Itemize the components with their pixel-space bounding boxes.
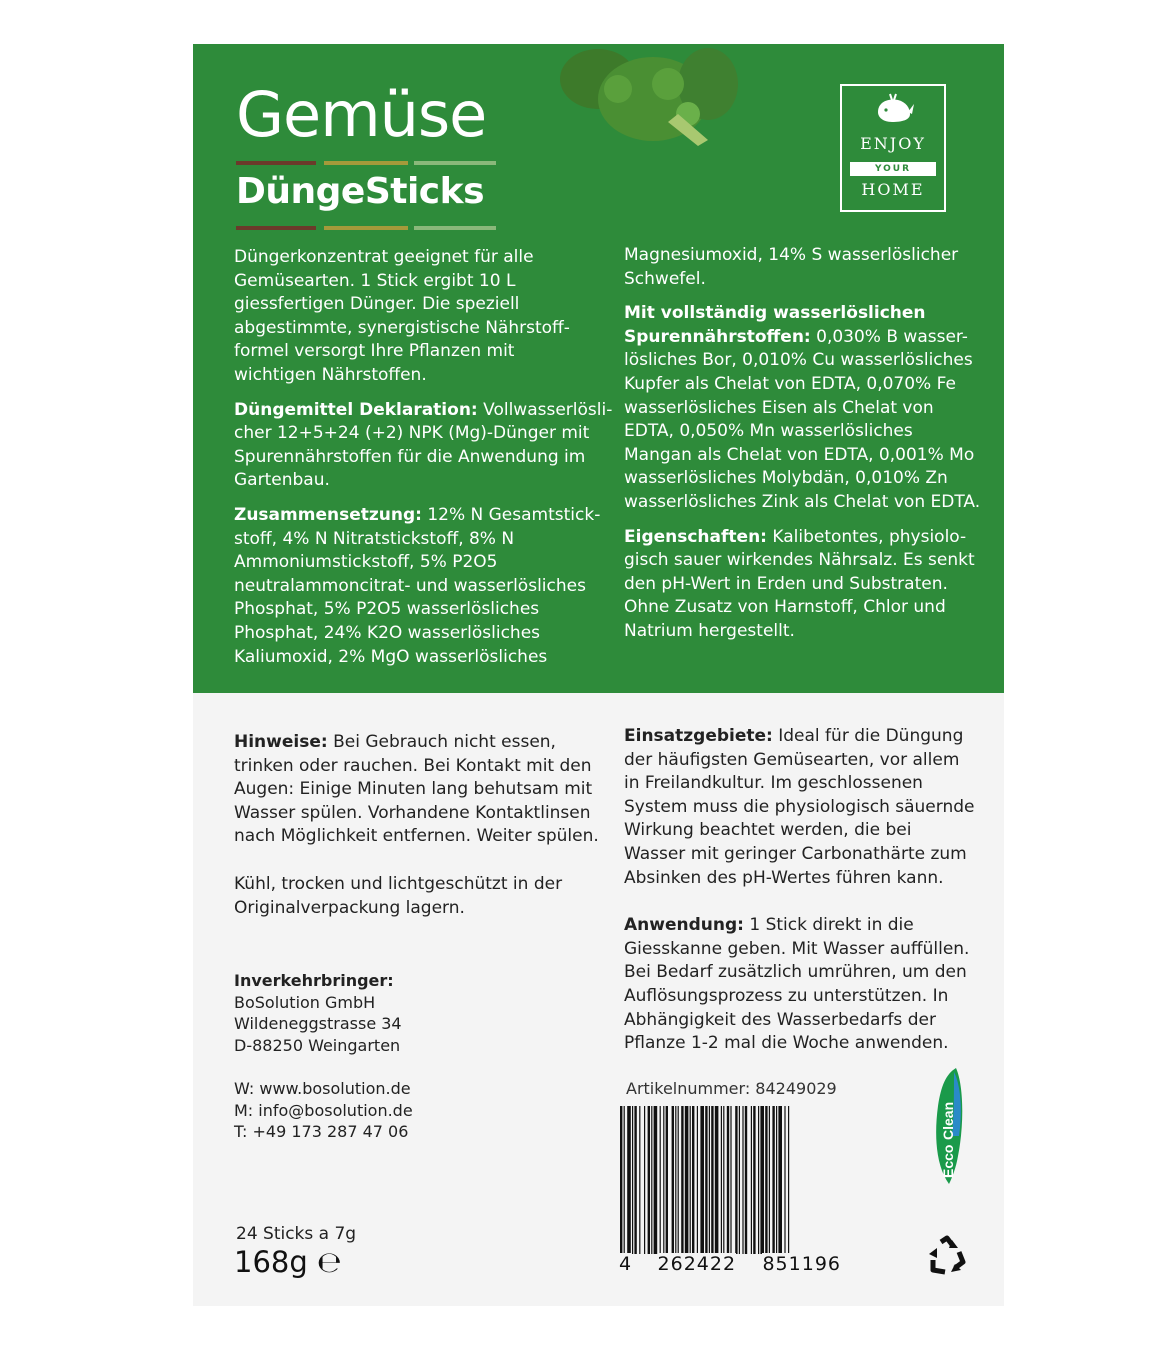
title-divider-brown xyxy=(236,161,316,165)
barcode-bar xyxy=(730,1106,731,1254)
usage-areas-text: Ideal für die Düngung der häufigsten Gemüsearten, vor allem in Freilandkultur. Im geschlossenen System muss die physiologisch säuernde Wirkung beachtet werden, die bei Wasser mit geringer Carbonathärte zum Absinken des pH-Wertes führen kann. xyxy=(624,726,975,888)
intro-text: Düngerkonzentrat geeignet für alle Gemüsearten. 1 Stick ergibt 10 L giessfertigen Dünger. Die speziell abgestimmte, synergistische Nährstoff- formel versorgt Ihre Pflanzen mit wichtigen Nährstoffen. xyxy=(234,247,570,385)
barcode-bar xyxy=(700,1106,704,1254)
barcode-bar xyxy=(632,1106,633,1254)
logo-line-home: HOME xyxy=(861,180,925,199)
composition-paragraph xyxy=(234,504,614,669)
properties-label: Eigenschaften: xyxy=(624,526,767,547)
barcode-bar xyxy=(758,1106,759,1254)
distributor-address: BoSolution GmbH Wildeneggstrasse 34 D-88250 Weingarten xyxy=(234,992,402,1055)
barcode-bar xyxy=(727,1106,729,1254)
product-subtitle: DüngeSticks xyxy=(236,171,485,212)
declaration-text: Vollwasserlösli- cher 12+5+24 (+2) NPK (Mg)-Dünger mit Spurennährstoffen für die Anwendung im Gartenbau. xyxy=(234,399,613,491)
article-number: Artikelnummer: 84249029 xyxy=(626,1079,837,1098)
application-text: 1 Stick direkt in die Giesskanne geben. Mit Wasser auffüllen. Bei Bedarf zusätzlich umrühren, um den Auflösungsprozess zu unterstützen. In Abhängigkeit des Wasserbedarfs der Pflanze 1-2 mal die Woche anwenden. xyxy=(624,915,970,1054)
subtitle-divider-gold xyxy=(324,226,408,230)
barcode-bar xyxy=(711,1106,713,1254)
sticks-count: 24 Sticks a 7g xyxy=(236,1224,357,1244)
barcode-bar xyxy=(739,1106,740,1254)
distributor-label: Inverkehrbringer: xyxy=(234,971,394,991)
ecco-text: Ecco xyxy=(940,1144,956,1178)
title-divider-light xyxy=(414,161,496,165)
left-column-white xyxy=(234,731,614,1154)
barcode-bar xyxy=(654,1106,658,1254)
notes-label: Hinweise: xyxy=(234,732,328,752)
barcode-bar xyxy=(690,1106,691,1254)
barcode-bar xyxy=(644,1106,645,1254)
barcode-bar xyxy=(788,1106,789,1254)
trace-label: Mit vollständig wasserlöslichen Spurennährstoffen: xyxy=(624,303,926,347)
barcode-digit-prefix: 4 xyxy=(619,1253,632,1275)
barcode xyxy=(620,1106,838,1254)
barcode-bar xyxy=(692,1106,694,1254)
subtitle-divider-brown xyxy=(236,226,316,230)
properties-text: Kalibetontes, physiolo- gisch sauer wirkendes Nährsalz. Es senkt den pH-Wert in Erden und Substraten. Ohne Zusatz von Harnstoff, Chlor und Natrium hergestellt. xyxy=(624,526,975,641)
barcode-bar xyxy=(697,1106,698,1254)
barcode-bar xyxy=(760,1106,764,1254)
barcode-digit-group-2: 851196 xyxy=(762,1253,841,1275)
barcode-bar xyxy=(624,1106,625,1254)
barcode-bar xyxy=(620,1106,622,1254)
barcode-bar xyxy=(639,1106,640,1254)
barcode-bar xyxy=(745,1106,747,1254)
barcode-bar xyxy=(678,1106,679,1254)
barcode-bar xyxy=(784,1106,785,1254)
barcode-bar xyxy=(675,1106,676,1254)
right-column-green xyxy=(624,244,994,655)
barcode-bar xyxy=(751,1106,752,1254)
composition-text: 12% N Gesamtstick- stoff, 4% N Nitratstickstoff, 8% N Ammoniumstickstoff, 5% P2O5 neutralammoncitrat- und wasserlösliches Phosphat, 5% P2O5 wasserlösliches Phosphat, 24% K2O wasserlösliches Kaliumoxid, 2% MgO wasserlösliches xyxy=(234,504,601,667)
title-divider-gold xyxy=(324,161,408,165)
barcode-bar xyxy=(776,1106,777,1254)
barcode-bar xyxy=(672,1106,674,1254)
notes-text: Bei Gebrauch nicht essen, trinken oder rauchen. Bei Kontakt mit den Augen: Einige Minuten lang behutsam mit Wasser spülen. Vorhandene Kontaktlinsen nach Möglichkeit entfernen. Weiter spülen. xyxy=(234,732,599,847)
barcode-bar xyxy=(627,1106,631,1254)
storage-text: Kühl, trocken und lichtgeschützt in der Originalverpackung lagern. xyxy=(234,873,563,918)
barcode-bar xyxy=(723,1106,724,1254)
barcode-bar xyxy=(705,1106,707,1254)
composition-continued: Magnesiumoxid, 14% S wasserlöslicher Schwefel. xyxy=(624,245,959,289)
trace-text: 0,030% B wasser- lösliches Bor, 0,010% Cu wasserlösliches Kupfer als Chelat von EDTA, 0,070% Fe wasserlösliches Eisen als Chelat von EDTA, 0,050% Mn wasserlösliches Mangan als Chelat von EDTA, 0,001% Mo wasserlösliches Molybdän, 0,010% Zn wasserlösliches Zink als Chelat von EDTA. xyxy=(624,326,981,512)
composition-label: Zusammensetzung: xyxy=(234,504,422,525)
barcode-bar xyxy=(660,1106,661,1254)
logo-line-enjoy: ENJOY xyxy=(860,134,926,153)
properties-paragraph xyxy=(624,526,994,644)
barcode-bar xyxy=(778,1106,782,1254)
usage-areas-label: Einsatzgebiete: xyxy=(624,726,773,746)
right-column-white xyxy=(624,725,994,1067)
application-label: Anwendung: xyxy=(624,915,744,936)
barcode-bar xyxy=(681,1106,683,1254)
barcode-bar xyxy=(715,1106,719,1254)
barcode-bar xyxy=(765,1106,767,1254)
barcode-bar xyxy=(735,1106,737,1254)
barcode-bar xyxy=(651,1106,652,1254)
left-column-green xyxy=(234,246,614,680)
contact-text: W: www.bosolution.de M: info@bosolution.de T: +49 173 287 47 06 xyxy=(234,1079,413,1142)
barcode-bar xyxy=(648,1106,650,1254)
barcode-bar xyxy=(753,1106,755,1254)
product-title: Gemüse xyxy=(236,78,487,151)
barcode-bar xyxy=(685,1106,689,1254)
recycle-icon xyxy=(925,1234,969,1278)
barcode-bar xyxy=(663,1106,664,1254)
barcode-digit-group-1: 262422 xyxy=(657,1253,737,1275)
barcode-bar xyxy=(634,1106,636,1254)
barcode-bar xyxy=(772,1106,774,1254)
barcode-bar xyxy=(769,1106,770,1254)
whale-icon xyxy=(874,92,916,126)
barcode-bar xyxy=(721,1106,722,1254)
usage-areas-paragraph xyxy=(624,725,994,890)
net-weight: 168g ℮ xyxy=(234,1245,342,1279)
enjoy-your-home-logo xyxy=(840,84,946,212)
barcode-bar xyxy=(709,1106,710,1254)
clean-text: Clean xyxy=(940,1101,956,1140)
barcode-digits xyxy=(619,1253,841,1275)
declaration-label: Düngemittel Deklaration: xyxy=(234,399,478,420)
trace-paragraph xyxy=(624,302,994,514)
notes-paragraph xyxy=(234,731,614,849)
barcode-bar xyxy=(742,1106,743,1254)
barcode-bar xyxy=(666,1106,668,1254)
application-paragraph xyxy=(624,914,994,1056)
distributor-paragraph xyxy=(234,970,614,1056)
logo-line-your: YOUR xyxy=(850,162,936,176)
subtitle-divider-light xyxy=(414,226,496,230)
broccoli-image xyxy=(558,44,738,154)
ecco-clean-logo xyxy=(932,1066,966,1184)
declaration-paragraph xyxy=(234,399,614,493)
